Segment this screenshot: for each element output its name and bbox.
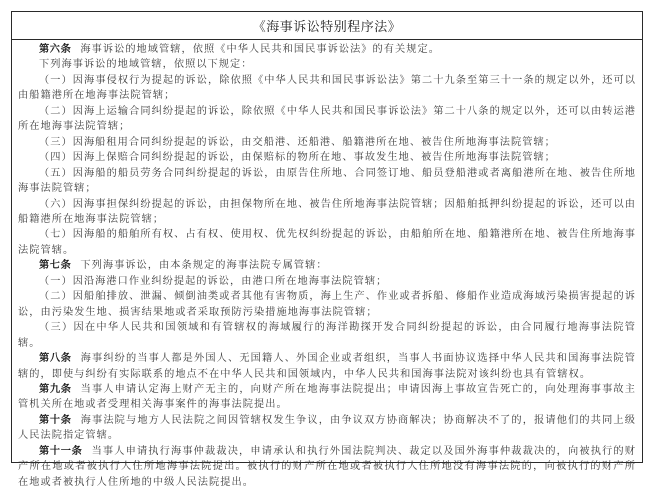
article-number: 第八条 <box>39 352 72 365</box>
list-item-text: （二）因海上运输合同纠纷提起的诉讼，除依照《中华人民共和国民事诉讼法》第二十八条的规定以外，还可以由转运港所在地海事法院管辖； <box>18 105 636 133</box>
list-item <box>18 320 636 351</box>
list-item <box>18 197 636 228</box>
list-item <box>18 104 636 135</box>
paragraph <box>18 57 636 72</box>
article-8 <box>18 351 636 382</box>
list-item <box>18 150 636 165</box>
article-number: 第六条 <box>39 43 72 55</box>
document-frame <box>11 11 643 488</box>
article-number: 第九条 <box>39 382 72 395</box>
list-item-text: （四）因海上保赔合同纠纷提起的诉讼，由保赔标的物所在地、事故发生地、被告住所地海事法院管辖； <box>39 152 556 164</box>
list-item <box>18 135 636 150</box>
paragraph-text: 下列海事诉讼的地域管辖，依照以下规定： <box>39 59 253 71</box>
list-item-text: （五）因海船的船员劳务合同纠纷提起的诉讼，由原告住所地、合同签订地、船员登船港或者离船港所在地、被告住所地海事法院管辖； <box>18 167 636 195</box>
list-item-text: （一）因沿海港口作业纠纷提起的诉讼，由港口所在地海事法院管辖； <box>39 275 388 287</box>
list-item <box>18 274 636 289</box>
article-text: 海事诉讼的地域管辖，依照《中华人民共和国民事诉讼法》的有关规定。 <box>80 44 440 55</box>
article-10 <box>18 413 636 444</box>
list-item-text: （二）因船舶排放、泄漏、倾倒油类或者其他有害物质，海上生产、作业或者拆船、修船作业造成海域污染损害提起的诉讼，由污染发生地、损害结果地或者采取预防污染措施地海事法院管辖； <box>18 291 636 318</box>
article-text: 当事人申请认定海上财产无主的，向财产所在地海事法院提出；申请因海上事故宣告死亡的，向处理海事事故主管机关所在地或者受理相关海事案件的海事法院提出。 <box>18 383 636 411</box>
article-text: 海事纠纷的当事人都是外国人、无国籍人、外国企业或者组织，当事人书面协议选择中华人民共和国海事法院管辖的，即使与纠纷有实际联系的地点不在中华人民共和国领域内，中华人民共和国海事法院对该纠纷也具有管辖权。 <box>18 353 636 380</box>
document-header <box>12 12 642 40</box>
article-number: 第十一条 <box>39 444 83 457</box>
article-text: 当事人申请执行海事仲裁裁决，申请承认和执行外国法院判决、裁定以及国外海事仲裁裁决的，向被执行的财产所在地或者被执行人住所地海事法院提出。被执行的财产所在地或者被执行人住所地没有海事法院的，向被执行的财产所在地或者被执行人住所地的中级人民法院提出。 <box>18 445 636 488</box>
list-item <box>18 73 636 104</box>
article-number: 第七条 <box>39 259 72 272</box>
article-6 <box>18 42 636 57</box>
article-text: 下列海事诉讼，由本条规定的海事法院专属管辖： <box>80 260 328 272</box>
list-item <box>18 227 636 258</box>
list-item-text: （六）因海事担保纠纷提起的诉讼，由担保物所在地、被告住所地海事法院管辖；因船舶抵押纠纷提起的诉讼，还可以由船籍港所在地海事法院管辖； <box>18 198 636 225</box>
document-title: 《海事诉讼特别程序法》 <box>252 20 402 35</box>
article-7 <box>18 258 636 273</box>
list-item-text: （三）因海船租用合同纠纷提起的诉讼，由交船港、还船港、船籍港所在地、被告住所地海事法院管辖； <box>39 136 556 148</box>
list-item-text: （七）因海船的船舶所有权、占有权、使用权、优先权纠纷提起的诉讼，由船舶所在地、船籍港所在地、被告住所地海事法院管辖。 <box>18 229 636 256</box>
article-text: 海事法院与地方人民法院之间因管辖权发生争议，由争议双方协商解决；协商解决不了的，报请他们的共同上级人民法院指定管辖。 <box>18 414 636 442</box>
article-9 <box>18 382 636 413</box>
list-item-text: （三）因在中华人民共和国领域和有管辖权的海域履行的海洋勘探开发合同纠纷提起的诉讼，由合同履行地海事法院管辖。 <box>18 322 636 349</box>
article-number: 第十条 <box>39 413 72 426</box>
list-item <box>18 289 636 320</box>
list-item-text: （一）因海事侵权行为提起的诉讼，除依照《中华人民共和国民事诉讼法》第二十九条至第三十一条的规定以外，还可以由船籍港所在地海事法院管辖； <box>18 74 636 102</box>
article-11 <box>18 444 636 490</box>
document-body <box>12 40 642 490</box>
list-item <box>18 166 636 197</box>
